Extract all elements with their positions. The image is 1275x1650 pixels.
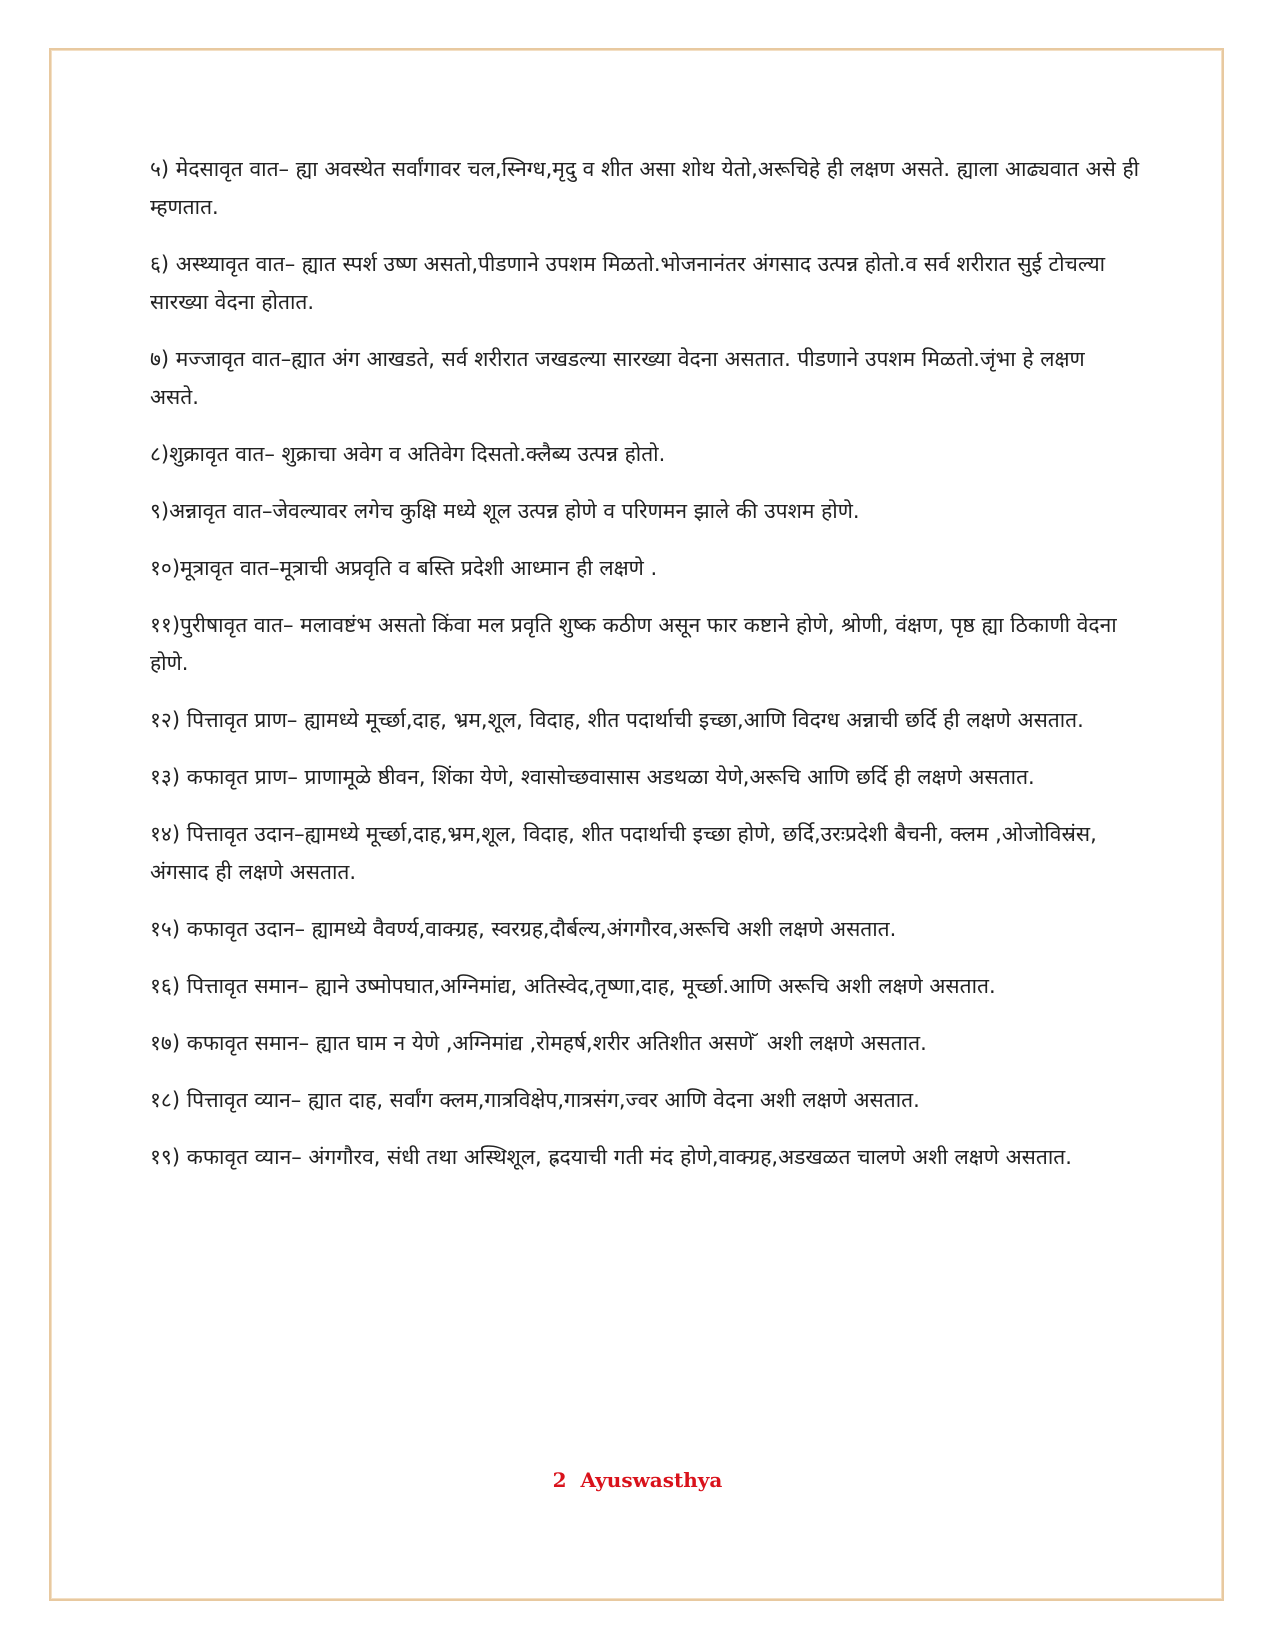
- paragraph-kaphavrut-udana: १५) कफावृत उदान– ह्यामध्ये वैवर्ण्य,वाक्ग्रह, स्वरग्रह,दौर्बल्य,अंगगौरव,अरूचि अशी लक्षणे असतात.: [150, 917, 897, 941]
- paragraph-medasavrut-vata: ५) मेदसावृत वात– ह्या अवस्थेत सर्वांगावर चल,स्निग्ध,मृदु व शीत असा शोथ येतो,अरूचिहे ही लक्षण असते. ह्याला आढ्यवात असे ही म्हणतात.: [150, 157, 1140, 219]
- paragraph-kaphavrut-samana: १७) कफावृत समान– ह्यात घाम न येणे ,अग्निमांद्य ,रोमहर्ष,शरीर अतिशीत असणे ̆ अशी लक्षणे असतात.: [150, 1031, 927, 1055]
- page-footer: [0, 1468, 1275, 1492]
- paragraph-mutravrut-vata: १०)मूत्रावृत वात–मूत्राची अप्रवृति व बस्ति प्रदेशी आध्मान ही लक्षणे .: [150, 556, 658, 580]
- document-body: [150, 150, 1140, 1195]
- paragraph-pittavrut-prana: १२) पित्तावृत प्राण– ह्यामध्ये मूर्च्छा,दाह, भ्रम,शूल, विदाह, शीत पदार्थाची इच्छा,आणि विदग्ध अन्नाची छर्दि ही लक्षणे असतात.: [150, 708, 1084, 732]
- paragraph-kaphavrut-vyana: १९) कफावृत व्यान– अंगगौरव, संधी तथा अस्थिशूल, ह्रदयाची गती मंद होणे,वाक्ग्रह,अडखळत चालणे अशी लक्षणे असतात.: [150, 1145, 1072, 1169]
- paragraph-asthyavrut-vata: ६) अस्थ्यावृत वात– ह्यात स्पर्श उष्ण असतो,पीडणाने उपशम मिळतो.भोजनानंतर अंगसाद उत्पन्न होतो.व सर्व शरीरात सुई टोचल्या सारख्या वेदना होतात.: [150, 252, 1106, 314]
- paragraph-kaphavrut-prana: १३) कफावृत प्राण– प्राणामूळे ष्ठीवन, शिंका येणे, श्वासोच्छवासास अडथळा येणे,अरूचि आणि छर्दि ही लक्षणे असतात.: [150, 765, 1035, 789]
- paragraph-pittavrut-vyana: १८) पित्तावृत व्यान– ह्यात दाह, सर्वांग क्लम,गात्रविक्षेप,गात्रसंग,ज्वर आणि वेदना अशी लक्षणे असतात.: [150, 1088, 920, 1112]
- page-number: 2: [552, 1468, 567, 1492]
- paragraph-annavrut-vata: ९)अन्नावृत वात–जेवल्यावर लगेच कुक्षि मध्ये शूल उत्पन्न होणे व परिणमन झाले की उपशम होणे.: [150, 499, 860, 523]
- paragraph-shukravrut-vata: ८)शुक्रावृत वात– शुक्राचा अवेग व अतिवेग दिसतो.क्लैब्य उत्पन्न होतो.: [150, 442, 666, 466]
- paragraph-purishavrut-vata: ११)पुरीषावृत वात– मलावष्टंभ असतो किंवा मल प्रवृति शुष्क कठीण असून फार कष्टाने होणे, श्रोणी, वंक्षण, पृष्ठ ह्या ठिकाणी वेदना होणे.: [150, 613, 1117, 675]
- paragraph-pittavrut-udana: १४) पित्तावृत उदान–ह्यामध्ये मूर्च्छा,दाह,भ्रम,शूल, विदाह, शीत पदार्थाची इच्छा होणे, छर्दि,उरःप्रदेशी बैचनी, क्लम ,ओजोविस्रंस, अंगसाद ही लक्षणे असतात.: [150, 822, 1097, 884]
- paragraph-pittavrut-samana: १६) पित्तावृत समान– ह्याने उष्मोपघात,अग्निमांद्य, अतिस्वेद,तृष्णा,दाह, मूर्च्छा.आणि अरूचि अशी लक्षणे असतात.: [150, 974, 996, 998]
- paragraph-majjavrut-vata: ७) मज्जावृत वात–ह्यात अंग आखडते, सर्व शरीरात जखडल्या सारख्या वेदना असतात. पीडणाने उपशम मिळतो.जृंभा हे लक्षण असते.: [150, 347, 1085, 409]
- footer-brand: Ayuswasthya: [580, 1468, 723, 1492]
